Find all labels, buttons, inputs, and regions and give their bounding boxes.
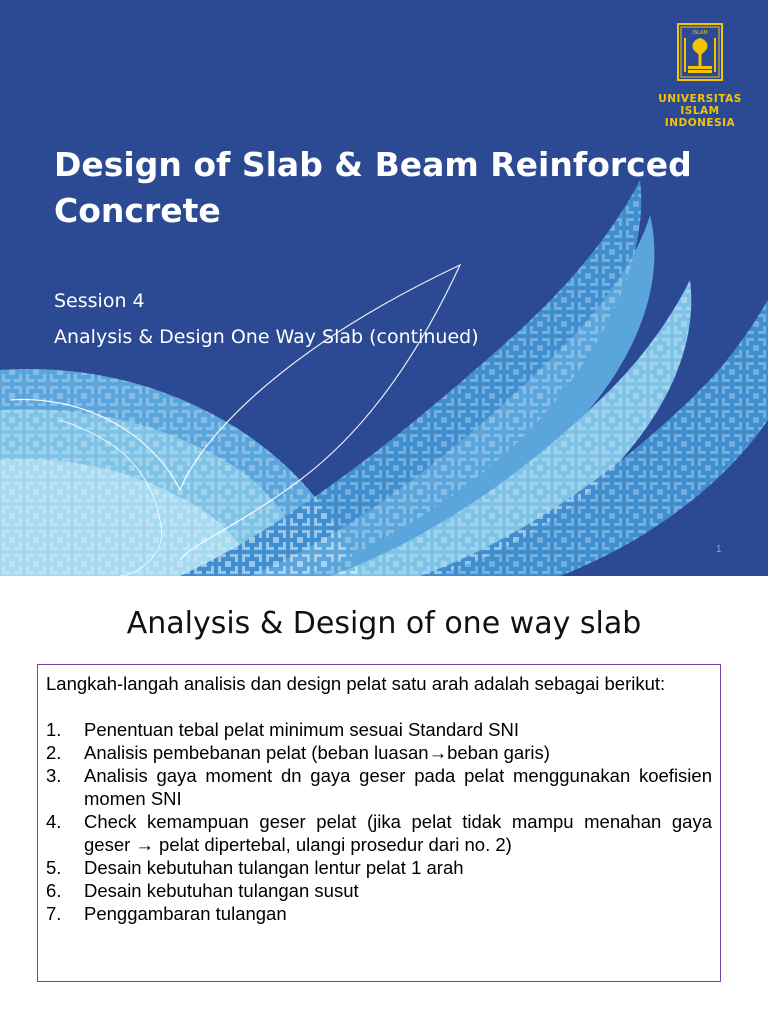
step-text: Desain kebutuhan tulangan lentur pelat 1 arah — [84, 857, 464, 878]
list-item — [46, 810, 712, 856]
intro-text: Langkah-langah analisis dan design pelat satu arah adalah sebagai berikut: — [46, 673, 666, 694]
step-text: Penggambaran tulangan — [84, 903, 287, 924]
list-item — [46, 856, 712, 879]
university-name — [650, 93, 750, 129]
session-info — [54, 283, 479, 355]
step-number: 5. — [46, 857, 62, 878]
step-number: 3. — [46, 765, 62, 786]
university-name-line: ISLAM — [680, 105, 720, 117]
list-item — [46, 741, 712, 764]
session-subtitle: Analysis & Design One Way Slab (continued) — [54, 326, 479, 348]
step-text: Desain kebutuhan tulangan susut — [84, 880, 359, 901]
list-item — [46, 879, 712, 902]
university-logo — [650, 22, 750, 129]
step-number: 6. — [46, 880, 62, 901]
step-number: 7. — [46, 903, 62, 924]
slide-title: Analysis & Design of one way slab — [126, 606, 642, 641]
step-number: 4. — [46, 811, 62, 832]
steps-list — [46, 718, 712, 925]
step-text: Analisis gaya moment dn gaya geser pada pelat menggunakan koefisien momen SNI — [84, 765, 712, 809]
presentation-title: Design of Slab & Beam Reinforced Concrete — [54, 145, 692, 230]
step-text: Penentuan tebal pelat minimum sesuai Standard SNI — [84, 719, 520, 740]
step-text: Check kemampuan geser pelat (jika pelat tidak mampu menahan gaya geser → pelat dipertebal, ulangi prosedur dari no. 2) — [84, 811, 712, 855]
uii-seal-icon — [676, 22, 724, 82]
session-number: Session 4 — [54, 290, 145, 312]
slide-number: 1 — [716, 544, 722, 555]
steps-box — [37, 664, 721, 982]
university-name-line: INDONESIA — [664, 117, 736, 129]
university-name-line: UNIVERSITAS — [658, 93, 742, 105]
svg-text:ISLAM: ISLAM — [692, 30, 708, 36]
list-item — [46, 718, 712, 741]
step-number: 2. — [46, 742, 62, 763]
arrow-icon: → — [428, 742, 448, 763]
list-item — [46, 902, 712, 925]
step-number: 1. — [46, 719, 62, 740]
list-item — [46, 764, 712, 810]
arrow-icon: → — [135, 834, 154, 855]
step-text: Analisis pembebanan pelat (beban luasan→beban garis) — [84, 742, 550, 763]
